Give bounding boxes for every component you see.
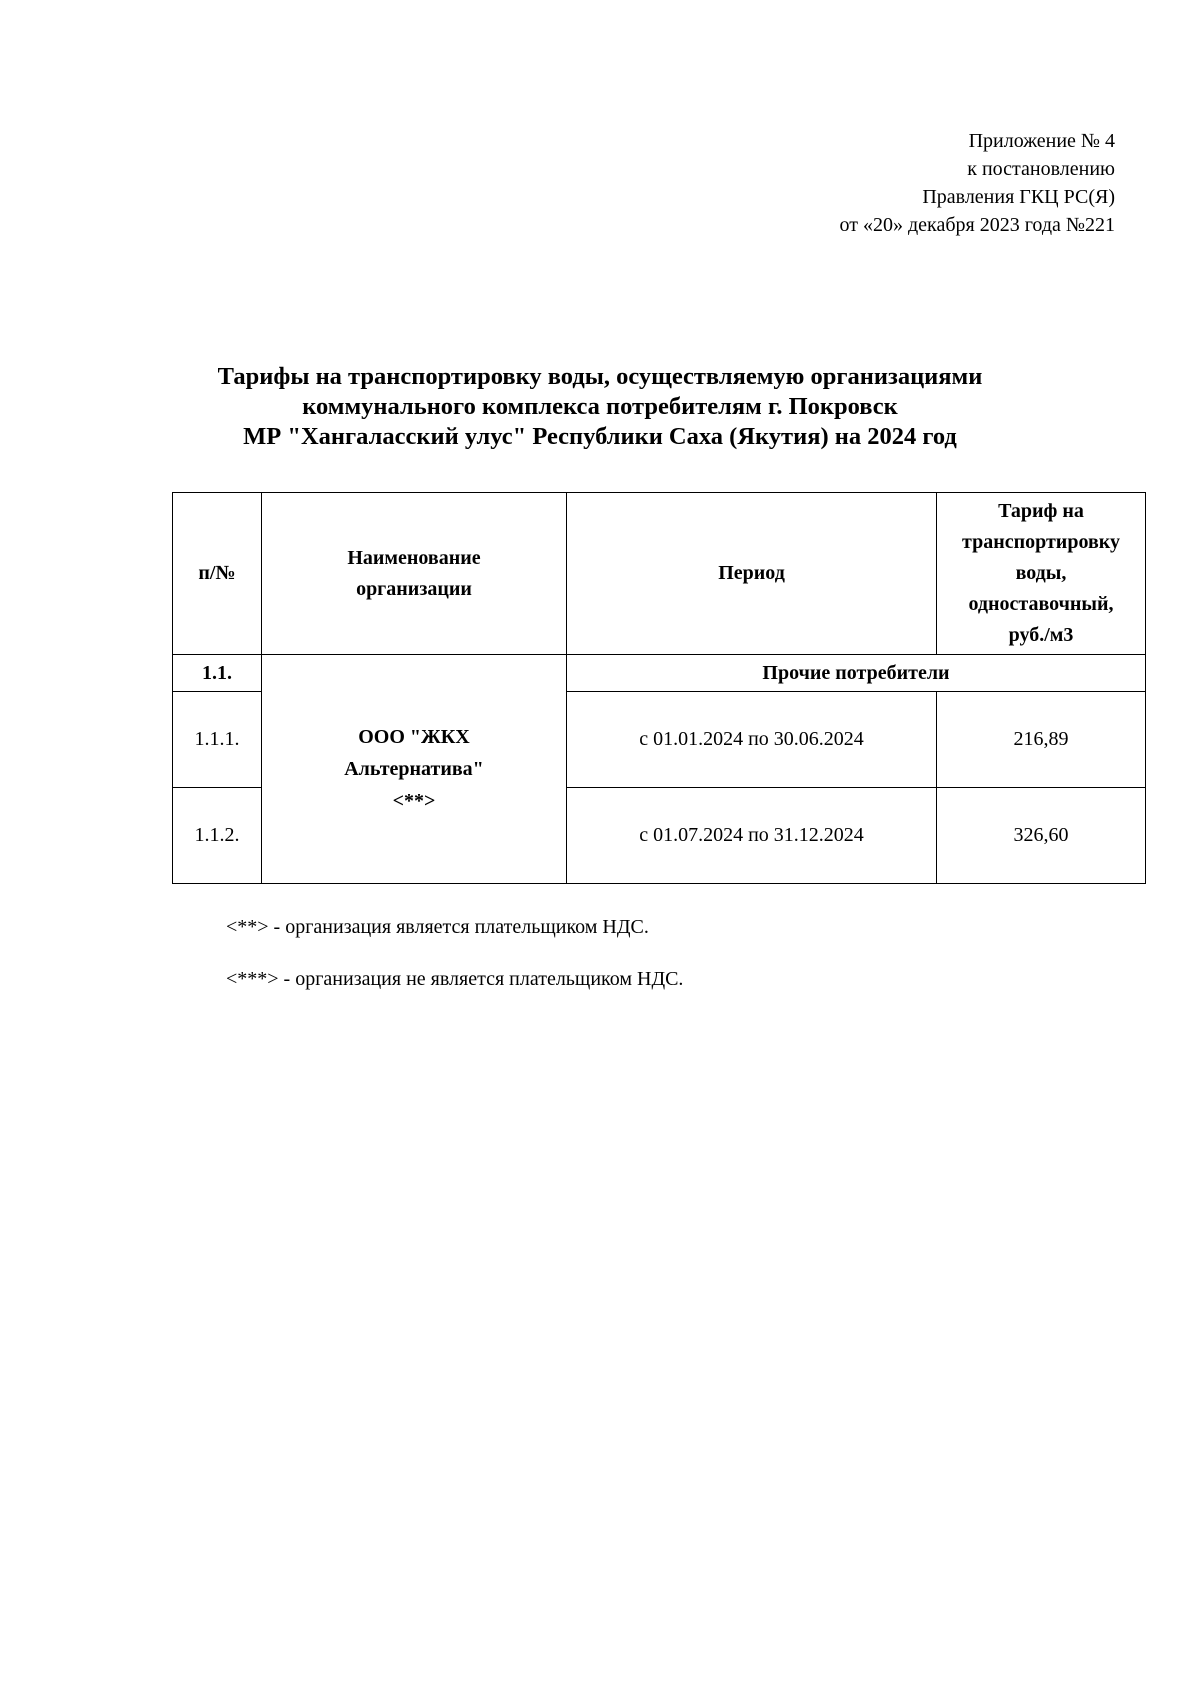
appendix-authority: Правления ГКЦ РС(Я)	[922, 186, 1115, 208]
header-number	[173, 493, 262, 655]
footnote-vat-payer: <**> - организация является плательщиком НДС.	[226, 916, 649, 938]
appendix-reference: к постановлению	[967, 158, 1115, 180]
header-tariff-line-3: воды,	[1015, 562, 1067, 584]
header-tariff-line-2: транспортировку	[962, 531, 1120, 553]
row-period: с 01.01.2024 по 30.06.2024	[567, 692, 937, 788]
group-label: Прочие потребители	[567, 655, 1146, 692]
organization-line-3: <**>	[392, 790, 436, 812]
row-number: 1.1.1.	[173, 692, 262, 788]
table-header-row	[173, 493, 1146, 655]
organization-name	[262, 655, 567, 884]
header-number-text: п/№	[198, 562, 236, 584]
header-organization	[262, 493, 567, 655]
group-number: 1.1.	[173, 655, 262, 692]
title-line-2: коммунального комплекса потребителям г. Покровск	[302, 393, 898, 420]
row-number: 1.1.2.	[173, 788, 262, 884]
footnotes	[226, 913, 683, 993]
appendix-header	[615, 127, 1115, 239]
header-tariff-line-1: Тариф на	[998, 500, 1084, 522]
header-tariff-line-4: одноставочный,	[968, 593, 1114, 615]
document-title	[0, 362, 1200, 452]
appendix-number: Приложение № 4	[968, 130, 1115, 152]
organization-line-1: ООО "ЖКХ	[358, 726, 470, 748]
group-row	[173, 655, 1146, 692]
appendix-date: от «20» декабря 2023 года №221	[839, 214, 1115, 236]
row-tariff: 216,89	[937, 692, 1146, 788]
header-organization-line-2: организации	[356, 577, 472, 600]
header-period-text: Период	[718, 562, 785, 584]
footnote-non-vat-payer: <***> - организация не является плательщиком НДС.	[226, 968, 684, 990]
organization-line-2: Альтернатива"	[344, 758, 484, 780]
row-period: с 01.07.2024 по 31.12.2024	[567, 788, 937, 884]
header-tariff-line-5: руб./м3	[1008, 624, 1074, 646]
title-line-3: МР "Хангаласский улус" Республики Саха (Якутия) на 2024 год	[243, 423, 957, 450]
header-organization-line-1: Наименование	[347, 546, 481, 569]
header-tariff	[937, 493, 1146, 655]
row-tariff: 326,60	[937, 788, 1146, 884]
tariff-table	[172, 492, 1146, 884]
header-period	[567, 493, 937, 655]
title-line-1: Тарифы на транспортировку воды, осуществляемую организациями	[217, 363, 983, 390]
